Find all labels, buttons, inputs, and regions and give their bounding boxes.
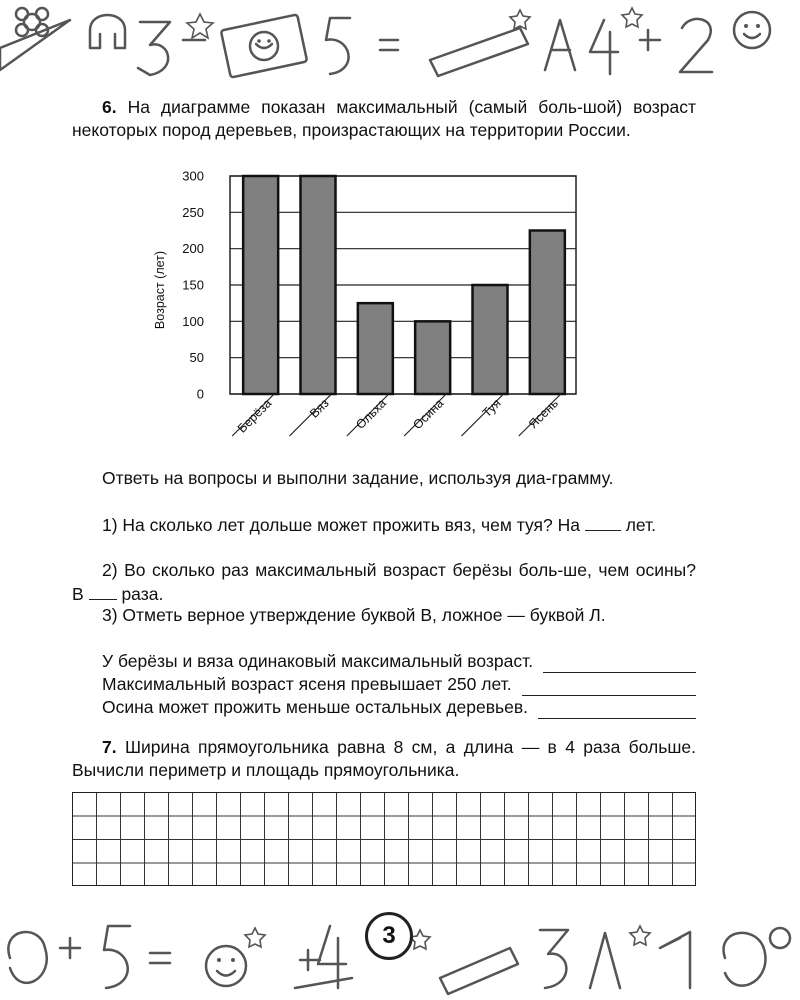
y-tick-label: 200 [182, 241, 204, 257]
x-category-label: Осина [410, 396, 447, 433]
task7-number: 7. [102, 737, 117, 757]
digit-1-doodle [660, 932, 690, 988]
digit-3-doodle [138, 22, 170, 75]
bar-4 [473, 285, 508, 394]
bar-3 [415, 321, 450, 394]
answer-2-blank[interactable] [89, 582, 117, 600]
ruler-icon [440, 948, 518, 994]
statement-row [102, 696, 696, 719]
digit-3-doodle [540, 930, 568, 988]
star-icon [187, 14, 213, 38]
star-icon [245, 928, 265, 947]
statement-answer-blank[interactable] [543, 654, 696, 673]
bar-0 [243, 176, 278, 394]
x-category-label: Туя [479, 396, 504, 421]
apple-icon [8, 932, 46, 983]
star-icon [510, 10, 530, 29]
statement-row [102, 650, 696, 673]
digit-2-doodle [680, 19, 712, 72]
digit-5-doodle [104, 926, 130, 988]
y-tick-label: 150 [182, 277, 204, 293]
star-icon [630, 926, 650, 945]
x-category-label: Вяз [307, 396, 332, 421]
tree-age-bar-chart [148, 166, 598, 461]
ruler-icon [430, 28, 528, 76]
y-tick-label: 100 [182, 313, 204, 329]
question-1-after: лет. [625, 515, 657, 535]
question-2-text: 2) Во сколько раз максимальный возраст берёзы боль-ше, чем осины? В [72, 560, 696, 604]
digit-4-doodle [590, 20, 618, 74]
task6-number: 6. [102, 97, 117, 117]
task7-text: Ширина прямоугольника равна 8 см, а длина — в 4 раза больше. Вычисли периметр и площадь прямоугольника. [72, 737, 696, 780]
task6-intro [72, 96, 696, 141]
smiley-icon [206, 946, 246, 986]
question-2 [72, 559, 696, 605]
y-tick-label: 250 [182, 204, 204, 220]
statement-answer-blank[interactable] [538, 700, 696, 719]
digit-5-doodle [326, 18, 350, 74]
star-icon [622, 8, 642, 27]
task7 [72, 736, 696, 781]
x-category-label: Ясень [525, 396, 561, 432]
star-icon [410, 930, 430, 949]
question-3: 3) Отметь верное утверждение буквой В, ложное — буквой Л. [102, 605, 606, 625]
task6-intro-text: На диаграмме показан максимальный (самый боль-шой) возраст некоторых пород деревьев, произрастающих на территории России. [72, 97, 696, 140]
statement-text: Максимальный возраст ясеня превышает 250 лет. [102, 674, 512, 694]
y-axis-label: Возраст (лет) [153, 250, 167, 330]
smiley-icon [734, 12, 770, 48]
headphones-icon [90, 15, 125, 48]
banknote-icon [221, 14, 307, 77]
apple-icon [724, 933, 766, 986]
x-category-label: Берёза [234, 396, 275, 436]
statement-text: Осина может прожить меньше остальных деревьев. [102, 697, 529, 717]
question-1 [72, 513, 696, 537]
bar-1 [301, 176, 336, 394]
statement-row [102, 673, 696, 696]
answer-1-blank[interactable] [585, 513, 621, 531]
questions-intro: Ответь на вопросы и выполни задание, используя диа-грамму. [102, 468, 614, 488]
y-tick-label: 50 [189, 350, 204, 366]
page-number: 3 [365, 912, 413, 960]
top-doodle-border [0, 0, 800, 90]
x-category-label: Ольха [353, 396, 389, 432]
question-1-text: 1) На сколько лет дольше может прожить вяз, чем туя? На [102, 515, 580, 535]
ruler-triangle-icon [0, 20, 70, 70]
statement-answer-blank[interactable] [522, 677, 696, 696]
statement-text: У берёзы и вяза одинаковый максимальный возраст. [102, 651, 534, 671]
compass-icon [590, 933, 620, 988]
answer-grid[interactable] [72, 792, 696, 886]
bar-2 [358, 303, 393, 394]
y-tick-label: 0 [196, 386, 204, 402]
compass-icon [545, 20, 575, 70]
y-tick-label: 300 [182, 168, 204, 184]
bar-5 [530, 231, 565, 395]
pencil-icon [295, 978, 352, 988]
question-2-after: раза. [121, 583, 164, 604]
